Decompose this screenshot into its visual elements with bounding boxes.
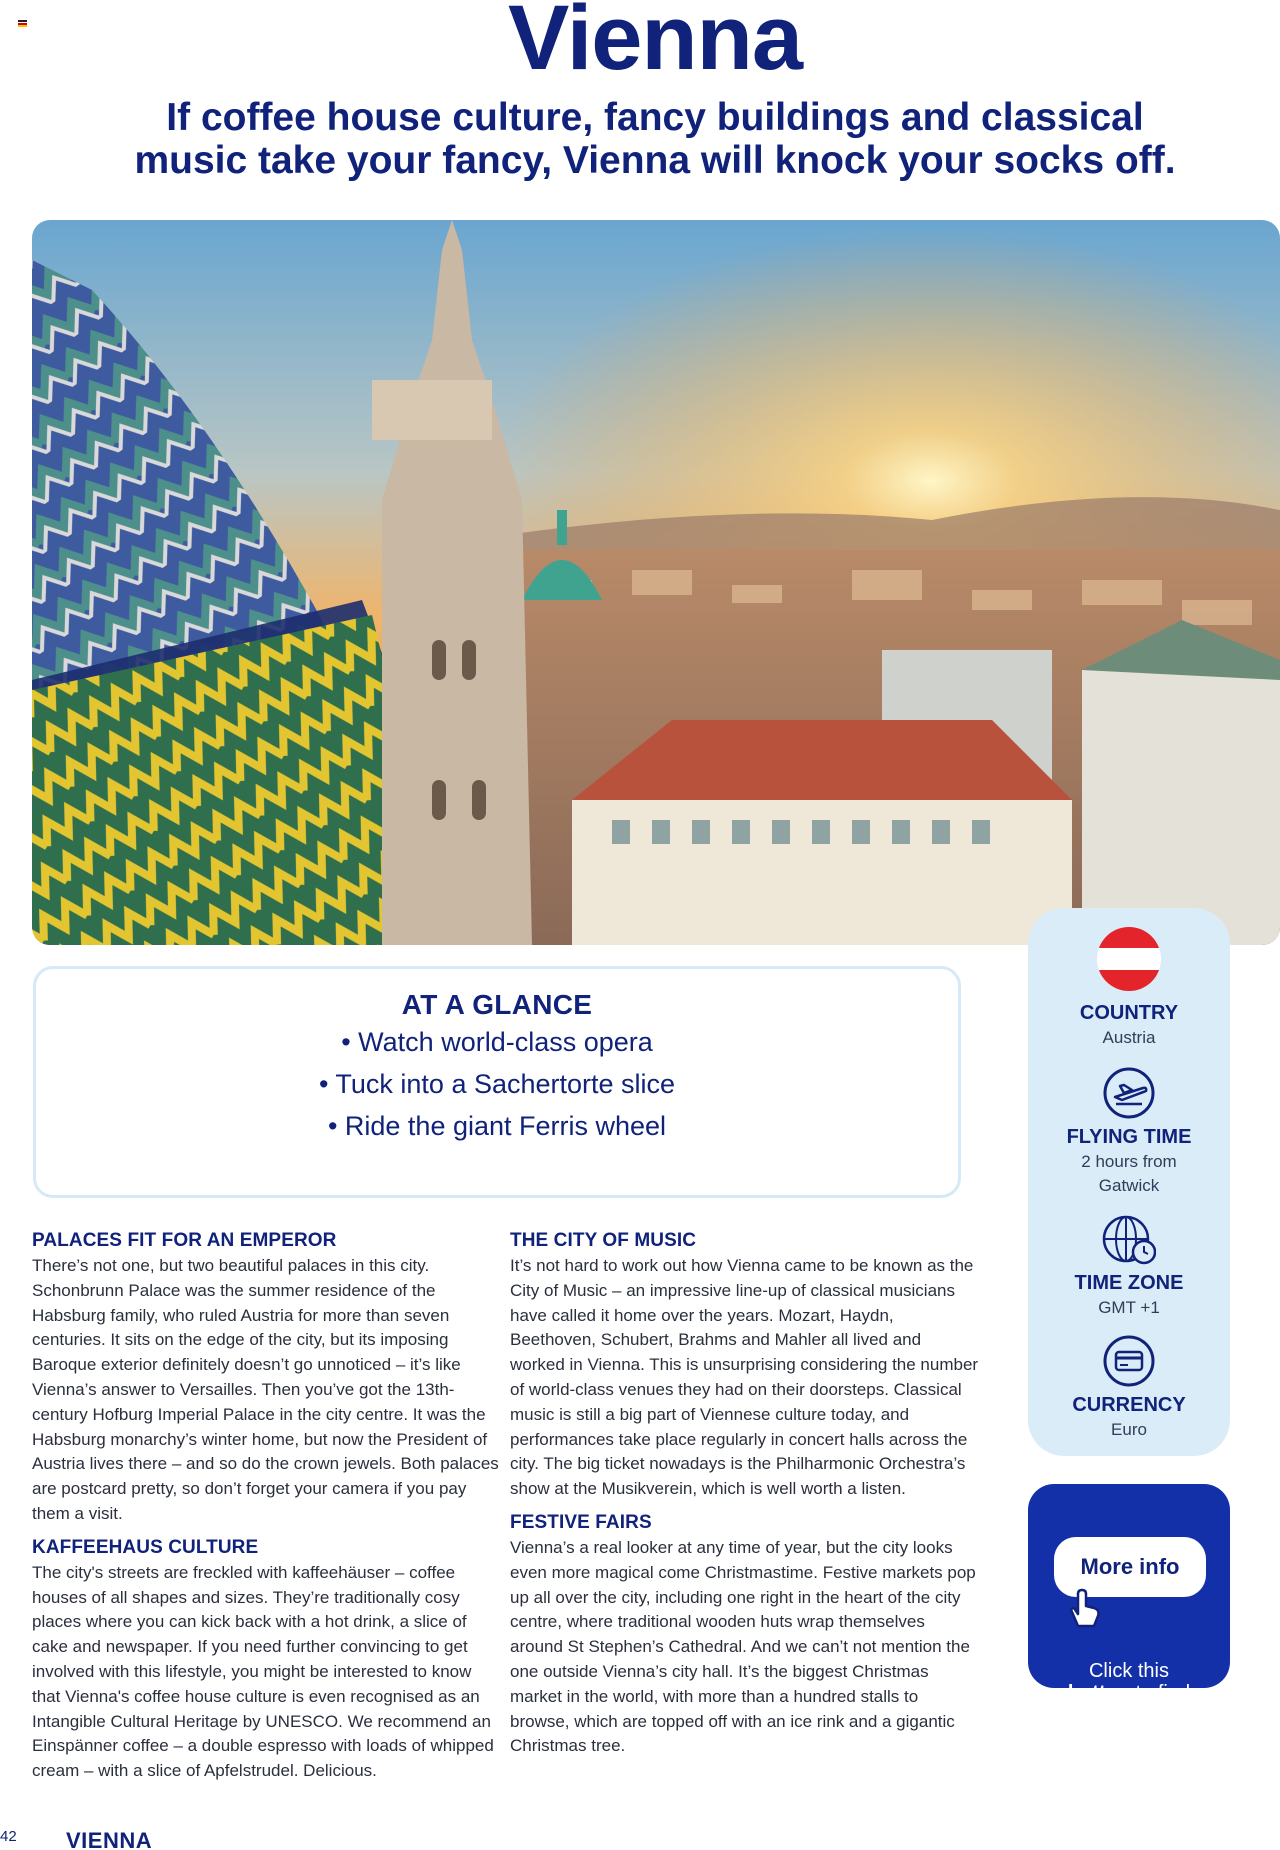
at-a-glance-list <box>36 1021 958 1147</box>
subtitle-line-1: If coffee house culture, fancy buildings and classical <box>166 96 1144 139</box>
caption-line-1: Click this <box>1088 1660 1169 1682</box>
section-body: It’s not hard to work out how Vienna came to be known as the City of Music – an impressive line-up of classical musicians have called it home over the years. Mozart, Haydn, Beethoven, Schubert, Brahms and Mahler all lived and worked in Vienna. This is unsurprising considering the number of world-class venues they had on their doorsteps. Classical music is still a big part of Viennese culture today, and performances take place regularly in concert halls across the city. The big ticket nowadays is the Philharmonic Orchestra’s show at the Musikverein, which is well worth a listen. <box>510 1256 979 1499</box>
currency-value: Euro <box>1111 1420 1147 1439</box>
at-a-glance-heading: AT A GLANCE <box>401 989 593 1020</box>
plane-icon <box>1102 1066 1156 1120</box>
running-head: VIENNA <box>66 1828 153 1850</box>
flying-time-value-line-2: Gatwick <box>1098 1176 1160 1195</box>
caption-line-3: out more <box>1089 1704 1169 1726</box>
pointing-hand-icon <box>1064 1586 1104 1630</box>
quick-facts-panel <box>1028 908 1230 1456</box>
section-heading: THE CITY OF MUSIC <box>510 1230 697 1251</box>
page-subtitle <box>0 96 1280 182</box>
austria-flag-icon <box>1096 926 1162 992</box>
more-info-caption <box>1028 1660 1230 1726</box>
country-value: Austria <box>1102 1028 1156 1047</box>
time-zone-value: GMT +1 <box>1098 1298 1160 1317</box>
list-item: • Tuck into a Sachertorte slice <box>318 1069 676 1099</box>
more-info-button[interactable]: More info <box>1054 1537 1206 1597</box>
page-title: Vienna <box>508 0 802 89</box>
hero-photo <box>32 220 1280 945</box>
currency-label: CURRENCY <box>1072 1394 1186 1416</box>
flying-time-value-line-1: 2 hours from <box>1081 1152 1177 1171</box>
at-a-glance-box <box>33 966 961 1198</box>
left-column <box>32 1228 502 1784</box>
page-number: 42 <box>0 1828 17 1845</box>
list-item: • Watch world-class opera <box>341 1027 653 1057</box>
section-body: Vienna’s a real looker at any time of year, but the city looks even more magical come Christmastime. Festive markets pop up all over the city, including one right in the heart of the city centre, where traditional wooden huts wrap themselves around St Stephen’s Cathedral. And we can’t not mention the one outside Vienna’s city hall. It’s the biggest Christmas market in the world, with more than a hundred stalls to browse, which are topped off with an ice rink and a gigantic Christmas tree. <box>510 1537 976 1756</box>
time-zone-label: TIME ZONE <box>1074 1272 1184 1294</box>
right-column <box>510 1228 980 1759</box>
caption-bold: button <box>1067 1682 1131 1704</box>
section-heading: PALACES FIT FOR AN EMPEROR <box>32 1230 337 1251</box>
globe-clock-icon <box>1102 1212 1156 1266</box>
section-heading: FESTIVE FAIRS <box>510 1511 652 1533</box>
flying-time-label: FLYING TIME <box>1066 1126 1192 1148</box>
credit-card-icon <box>1102 1334 1156 1388</box>
country-label: COUNTRY <box>1079 1002 1179 1024</box>
list-item: • Ride the giant Ferris wheel <box>327 1111 667 1141</box>
caption-line-2 <box>1028 1682 1230 1704</box>
caption-rest: to find <box>1130 1682 1191 1704</box>
section-body: The city's streets are freckled with kaffeehäuser – coffee houses of all shapes and sizes. They’re traditionally cosy places where you can kick back with a hot drink, a slice of cake and newspaper. If you need further convincing to get involved with this lifestyle, you might be interested to know that Vienna's coffee house culture is even recognised as an Intangible Cultural Heritage by UNESCO. We recommend an Einspänner coffee – a double espresso with loads of whipped cream – with a slice of Apfelstrudel. Delicious. <box>32 1562 494 1781</box>
section-body: There’s not one, but two beautiful palaces in this city. Schonbrunn Palace was the summer residence of the Habsburg family, who ruled Austria for more than seven centuries. It sits on the edge of the city, but its imposing Baroque exterior definitely doesn’t go unnoticed – it’s like Vienna’s answer to Versailles. Then you’ve got the 13th-century Hofburg Imperial Palace in the city centre. It was the Habsburg monarchy’s winter home, but now the President of Austria lives there – and so do the crown jewels. Both palaces are postcard pretty, so don’t forget your camera if you pay them a visit. <box>32 1256 499 1523</box>
more-info-panel <box>1028 1484 1230 1726</box>
subtitle-line-2: music take your fancy, Vienna will knock your socks off. <box>134 139 1176 182</box>
section-heading: KAFFEEHAUS CULTURE <box>32 1536 259 1558</box>
